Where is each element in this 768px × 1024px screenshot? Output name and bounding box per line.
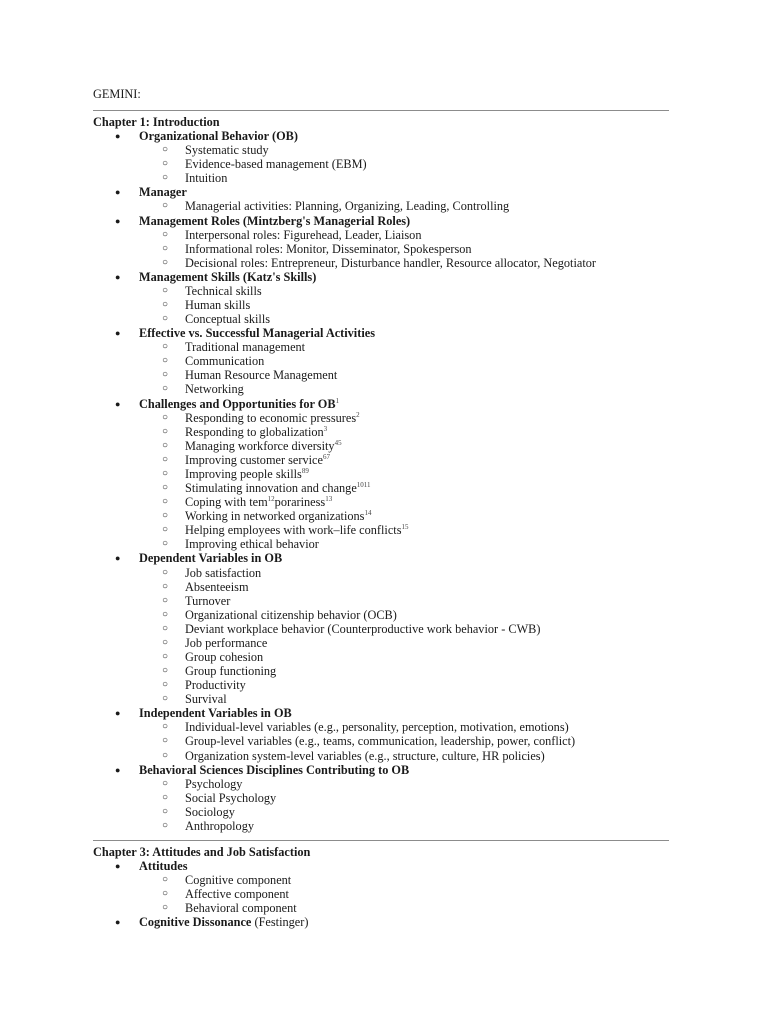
outline-item: [93, 157, 713, 171]
item-text: Behavioral component: [185, 901, 297, 916]
outline-heading: [93, 185, 713, 199]
outline-item: [93, 509, 713, 523]
heading-text: Independent Variables in OB: [139, 706, 292, 721]
outline-item: [93, 439, 713, 453]
circle-bullet-icon: ○: [162, 791, 169, 803]
outline-item: [93, 256, 713, 270]
circle-bullet-icon: ○: [162, 735, 169, 747]
circle-bullet-icon: ○: [162, 256, 169, 268]
outline-heading: [93, 270, 713, 284]
heading-text: Effective vs. Successful Managerial Activities: [139, 326, 375, 341]
outline-item: [93, 734, 713, 748]
outline-item: [93, 368, 713, 382]
outline-heading: [93, 129, 713, 143]
circle-bullet-icon: ○: [162, 411, 169, 423]
bullet-icon: ●: [115, 215, 121, 226]
outline-item: [93, 805, 713, 819]
item-text: Improving people skills: [185, 466, 302, 481]
item-text: Intuition: [185, 171, 228, 186]
outline-item: [93, 664, 713, 678]
item-text: Systematic study: [185, 143, 269, 158]
item-text: Managing workforce diversity: [185, 438, 335, 453]
item-text: Responding to economic pressures: [185, 410, 357, 425]
item-text: Interpersonal roles: Figurehead, Leader, Liaison: [185, 227, 422, 242]
outline-item: [93, 284, 713, 298]
item-text: Psychology: [185, 776, 243, 791]
circle-bullet-icon: ○: [162, 144, 169, 156]
outline-item: [93, 608, 713, 622]
heading-tail: (Festinger): [254, 915, 309, 930]
outline-item: [93, 566, 713, 580]
item-text: Survival: [185, 692, 227, 707]
circle-bullet-icon: ○: [162, 341, 169, 353]
bullet-icon: ●: [115, 131, 121, 142]
circle-bullet-icon: ○: [162, 636, 169, 648]
item-text: Cognitive component: [185, 873, 292, 888]
outline-item: [93, 411, 713, 425]
outline-item: [93, 791, 713, 805]
footnote-ref: 15: [401, 523, 409, 532]
outline-item: [93, 678, 713, 692]
item-text: Affective component: [185, 887, 289, 902]
footnote-ref: 45: [334, 438, 342, 447]
bullet-icon: ●: [115, 861, 121, 872]
outline-item: [93, 901, 713, 915]
heading-text: Management Roles (Mintzberg's Managerial Roles): [139, 213, 411, 228]
bullet-icon: ●: [115, 187, 121, 198]
circle-bullet-icon: ○: [162, 228, 169, 240]
chapter-title: Chapter 1: Introduction: [93, 115, 220, 129]
item-text: Working in networked organizations: [185, 509, 365, 524]
circle-bullet-icon: ○: [162, 566, 169, 578]
circle-bullet-icon: ○: [162, 313, 169, 325]
bullet-icon: ●: [115, 764, 121, 775]
circle-bullet-icon: ○: [162, 482, 169, 494]
outline-item: [93, 453, 713, 467]
item-text: Anthropology: [185, 818, 254, 833]
outline-item: [93, 523, 713, 537]
circle-bullet-icon: ○: [162, 158, 169, 170]
outline-item: [93, 537, 713, 551]
footnote-ref: 3: [323, 424, 328, 433]
footnote-ref: 1011: [356, 481, 371, 490]
item-text: Improving ethical behavior: [185, 537, 319, 552]
item-text: Deviant workplace behavior (Counterproductive work behavior - CWB): [185, 621, 541, 636]
outline-item: [93, 720, 713, 734]
outline-item: [93, 692, 713, 706]
item-text: Social Psychology: [185, 790, 277, 805]
item-text: Helping employees with work–life conflicts: [185, 523, 402, 538]
outline-item: [93, 580, 713, 594]
circle-bullet-icon: ○: [162, 622, 169, 634]
outline-item: [93, 199, 713, 213]
outline-item: [93, 467, 713, 481]
item-text: Organizational citizenship behavior (OCB): [185, 607, 397, 622]
circle-bullet-icon: ○: [162, 538, 169, 550]
item-text: Individual-level variables (e.g., personality, perception, motivation, emotions): [185, 720, 569, 735]
outline-heading: [93, 859, 713, 873]
heading-text: Dependent Variables in OB: [139, 551, 283, 566]
heading-text: Behavioral Sciences Disciplines Contributing to OB: [139, 762, 410, 777]
circle-bullet-icon: ○: [162, 242, 169, 254]
circle-bullet-icon: ○: [162, 902, 169, 914]
circle-bullet-icon: ○: [162, 172, 169, 184]
outline-heading: [93, 551, 713, 565]
circle-bullet-icon: ○: [162, 200, 169, 212]
item-text: Traditional management: [185, 340, 306, 355]
outline-item: [93, 650, 713, 664]
heading-text: Cognitive Dissonance: [139, 915, 252, 930]
heading-text: Organizational Behavior (OB): [139, 129, 298, 144]
circle-bullet-icon: ○: [162, 650, 169, 662]
outline-item: [93, 749, 713, 763]
item-text: Sociology: [185, 804, 235, 819]
item-text: Improving customer service: [185, 452, 323, 467]
chapter-title: Chapter 3: Attitudes and Job Satisfaction: [93, 845, 311, 859]
heading-text: Manager: [139, 185, 187, 200]
circle-bullet-icon: ○: [162, 425, 169, 437]
heading-text: Challenges and Opportunities for OB: [139, 396, 336, 411]
item-text: Conceptual skills: [185, 312, 271, 327]
item-text: Responding to globalization: [185, 424, 324, 439]
outline-item: [93, 242, 713, 256]
item-text: Human skills: [185, 298, 251, 313]
item-text: Coping with tem: [185, 495, 268, 510]
footnote-ref: 89: [301, 466, 309, 475]
circle-bullet-icon: ○: [162, 777, 169, 789]
item-text: Communication: [185, 354, 265, 369]
item-text: Productivity: [185, 678, 246, 693]
footnote-ref: 67: [322, 452, 330, 461]
footnote-ref: 1: [335, 396, 340, 405]
circle-bullet-icon: ○: [162, 284, 169, 296]
item-text: Networking: [185, 382, 244, 397]
footnote-ref: 13: [325, 495, 333, 504]
heading-text: Attitudes: [139, 859, 188, 874]
outline-item: [93, 298, 713, 312]
item-text: Human Resource Management: [185, 368, 338, 383]
chapter-1: [93, 115, 713, 833]
outline-item: [93, 622, 713, 636]
item-text: Managerial activities: Planning, Organizing, Leading, Controlling: [185, 199, 510, 214]
section-divider: [93, 110, 669, 111]
circle-bullet-icon: ○: [162, 453, 169, 465]
circle-bullet-icon: ○: [162, 749, 169, 761]
outline-item: [93, 636, 713, 650]
circle-bullet-icon: ○: [162, 439, 169, 451]
circle-bullet-icon: ○: [162, 467, 169, 479]
item-text: Technical skills: [185, 283, 262, 298]
item-text: Evidence-based management (EBM): [185, 157, 367, 172]
item-text: Job satisfaction: [185, 565, 262, 580]
outline-item: [93, 873, 713, 887]
item-text: Job performance: [185, 635, 268, 650]
outline-item: [93, 819, 713, 833]
outline-item: [93, 143, 713, 157]
document-title: GEMINI:: [93, 87, 141, 101]
outline-item: [93, 354, 713, 368]
circle-bullet-icon: ○: [162, 355, 169, 367]
item-text: Absenteeism: [185, 579, 249, 594]
item-text: Group cohesion: [185, 649, 264, 664]
circle-bullet-icon: ○: [162, 888, 169, 900]
outline-item: [93, 228, 713, 242]
outline-item: [93, 425, 713, 439]
circle-bullet-icon: ○: [162, 819, 169, 831]
circle-bullet-icon: ○: [162, 524, 169, 536]
item-text-continued: porariness: [274, 495, 326, 510]
item-text: Organization system-level variables (e.g., structure, culture, HR policies): [185, 748, 545, 763]
item-text: Decisional roles: Entrepreneur, Disturbance handler, Resource allocator, Negotiator: [185, 255, 596, 270]
outline-heading: [93, 326, 713, 340]
outline-heading: [93, 763, 713, 777]
item-text: Turnover: [185, 593, 231, 608]
item-text: Group functioning: [185, 664, 277, 679]
circle-bullet-icon: ○: [162, 299, 169, 311]
outline-heading: [93, 214, 713, 228]
bullet-icon: ●: [115, 328, 121, 339]
circle-bullet-icon: ○: [162, 580, 169, 592]
outline-heading: [93, 397, 713, 411]
footnote-ref: 12: [267, 495, 275, 504]
outline-item: [93, 777, 713, 791]
outline-item: [93, 171, 713, 185]
item-text: Stimulating innovation and change: [185, 481, 357, 496]
circle-bullet-icon: ○: [162, 594, 169, 606]
outline-heading: [93, 915, 713, 929]
outline-item: [93, 481, 713, 495]
circle-bullet-icon: ○: [162, 496, 169, 508]
item-text: Group-level variables (e.g., teams, communication, leadership, power, conflict): [185, 734, 576, 749]
bullet-icon: ●: [115, 271, 121, 282]
footnote-ref: 2: [356, 410, 360, 419]
circle-bullet-icon: ○: [162, 874, 169, 886]
circle-bullet-icon: ○: [162, 369, 169, 381]
outline-item: [93, 382, 713, 396]
circle-bullet-icon: ○: [162, 510, 169, 522]
circle-bullet-icon: ○: [162, 608, 169, 620]
chapter-3: [93, 845, 713, 929]
footnote-ref: 14: [364, 509, 372, 518]
circle-bullet-icon: ○: [162, 679, 169, 691]
circle-bullet-icon: ○: [162, 693, 169, 705]
outline-item: [93, 312, 713, 326]
item-text: Informational roles: Monitor, Disseminator, Spokesperson: [185, 241, 472, 256]
circle-bullet-icon: ○: [162, 721, 169, 733]
outline-item: [93, 594, 713, 608]
circle-bullet-icon: ○: [162, 383, 169, 395]
outline-item: [93, 887, 713, 901]
bullet-icon: ●: [115, 917, 121, 928]
outline-item: [93, 495, 713, 509]
section-divider: [93, 840, 669, 841]
outline-heading: [93, 706, 713, 720]
bullet-icon: ●: [115, 398, 121, 409]
circle-bullet-icon: ○: [162, 665, 169, 677]
outline-item: [93, 340, 713, 354]
circle-bullet-icon: ○: [162, 805, 169, 817]
bullet-icon: ●: [115, 708, 121, 719]
bullet-icon: ●: [115, 553, 121, 564]
heading-text: Management Skills (Katz's Skills): [139, 269, 317, 284]
